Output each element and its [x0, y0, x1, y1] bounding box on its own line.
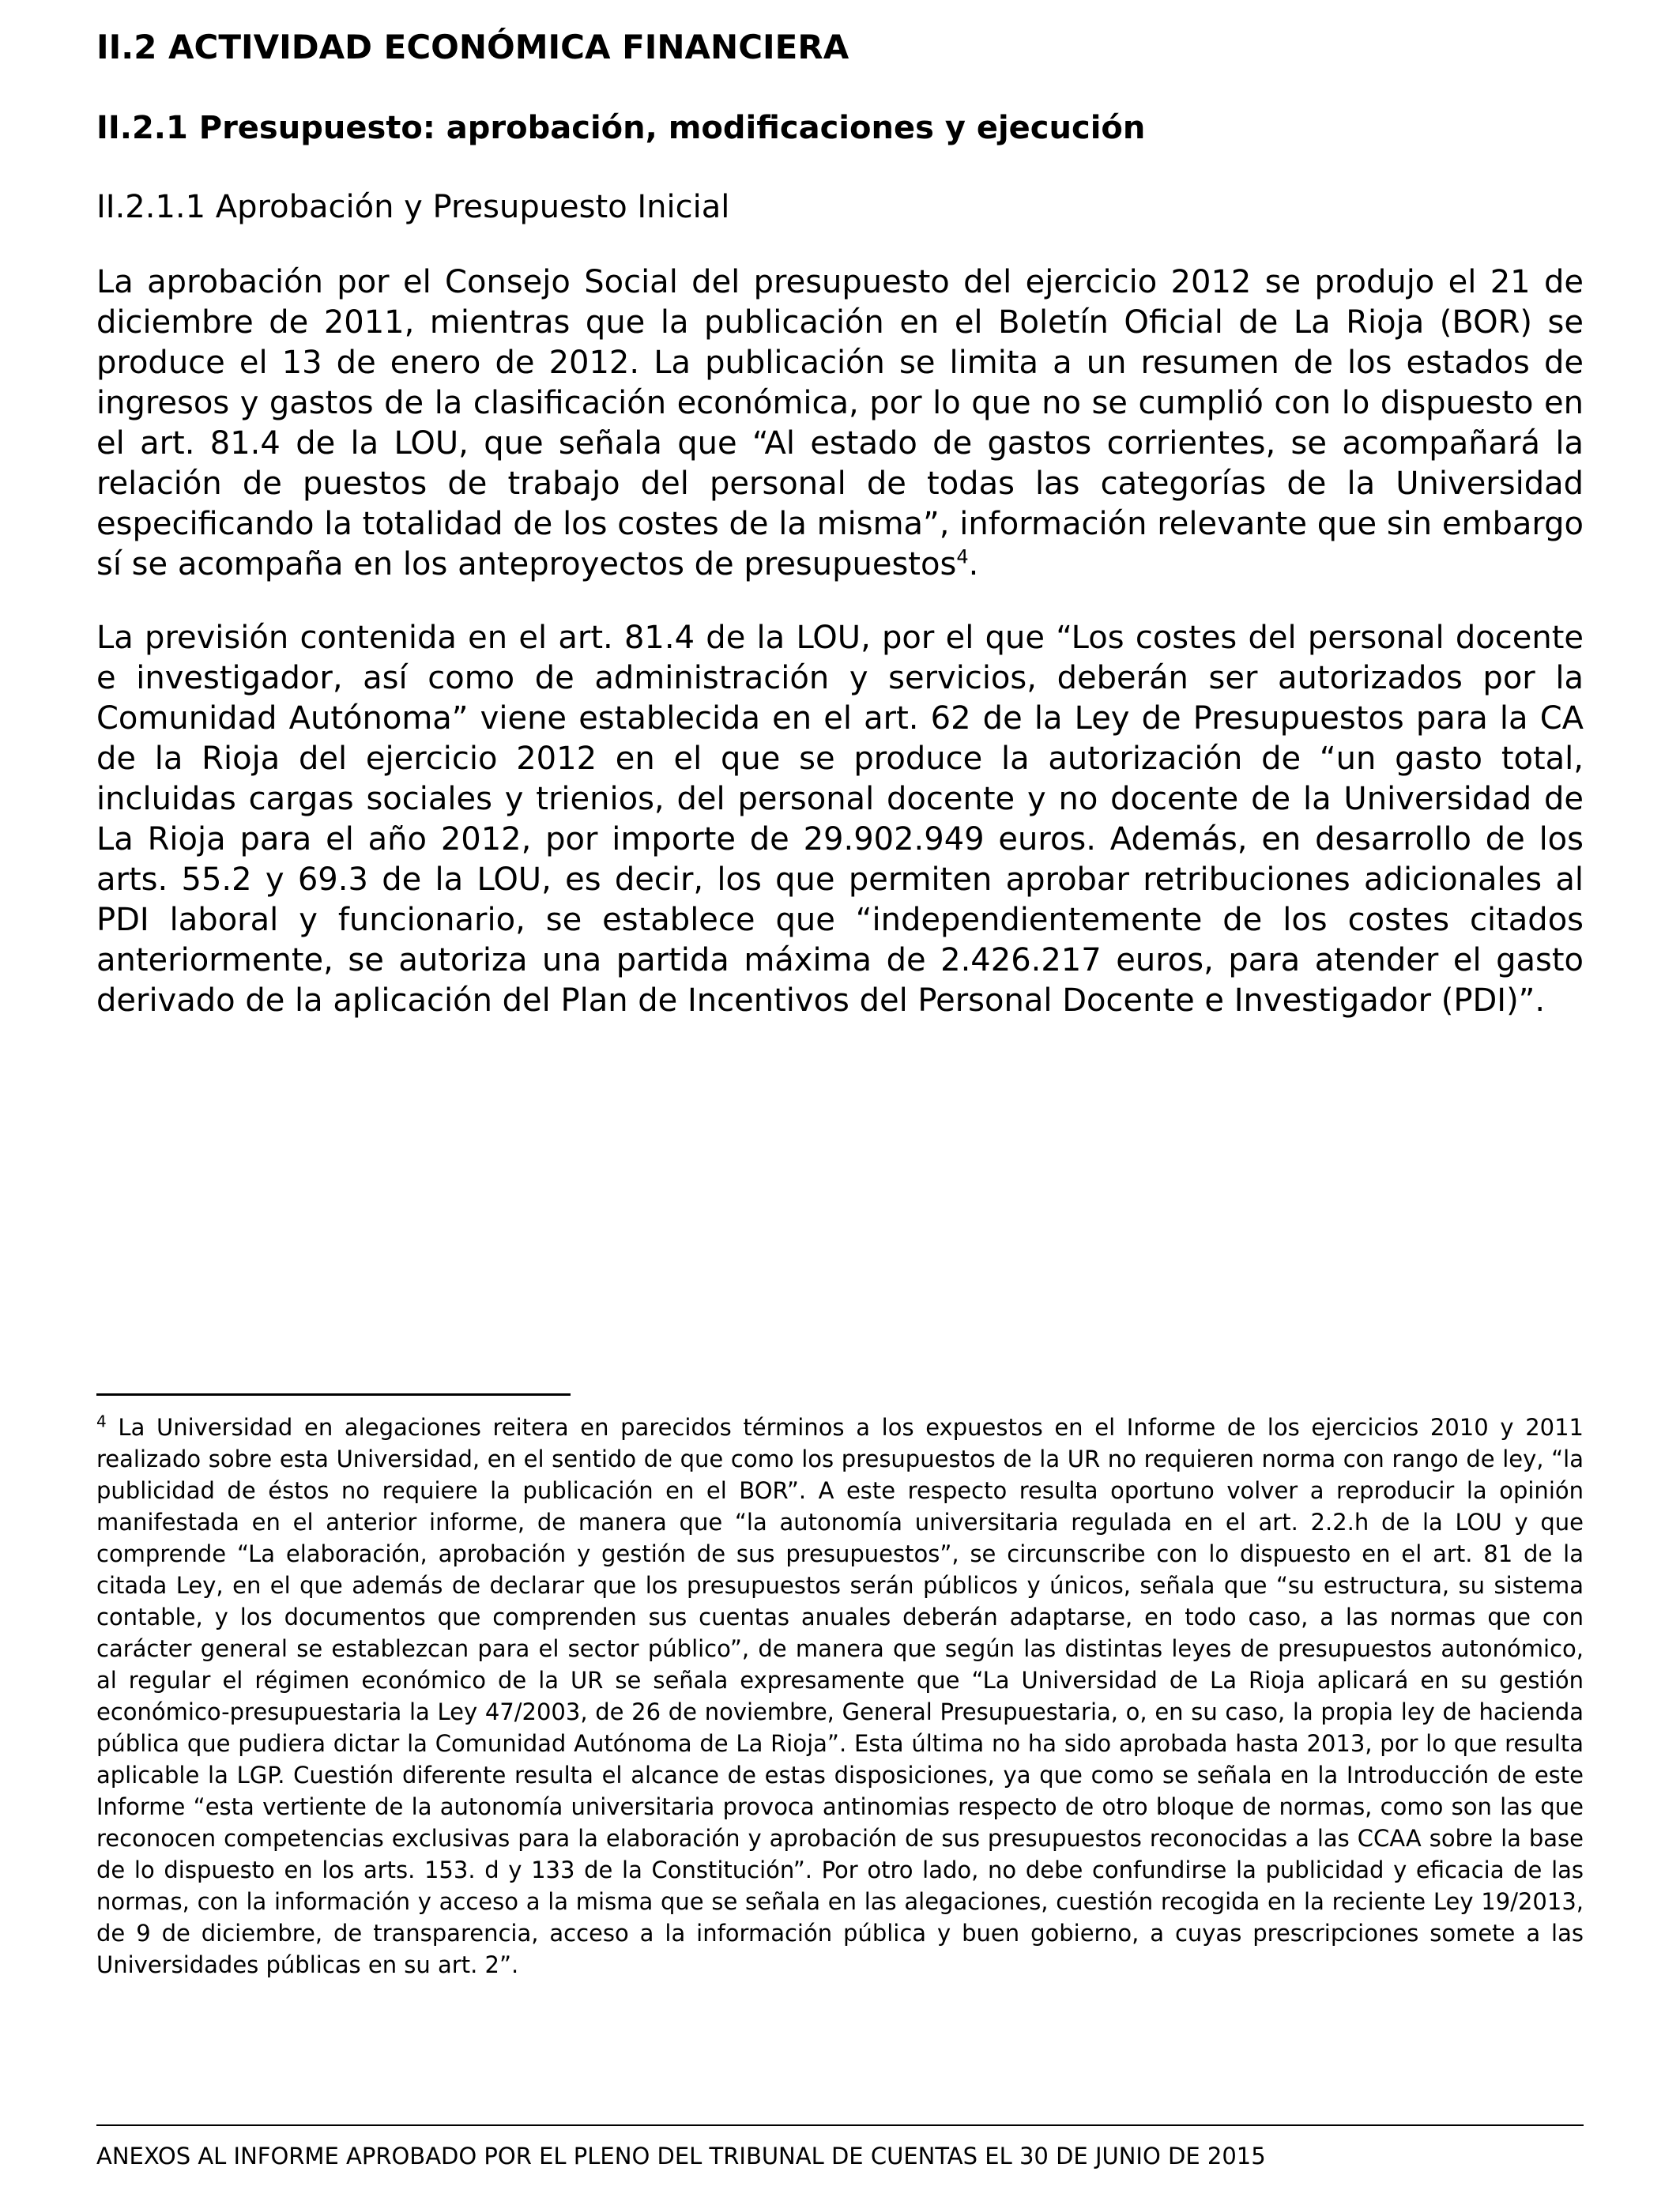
- footnote-reference[interactable]: 4: [956, 545, 969, 568]
- paragraph-forecast: La previsión contenida en el art. 81.4 de la LOU, por el que “Los costes del personal docente e investigador, así como de administración y servicios, deberán ser autorizados por la Comunidad Autónoma” viene establecida en el art. 62 de la Ley de Presupuestos para la CA de la Rioja del ejercicio 2012 en el que se produce la autorización de “un gasto total, incluidas cargas sociales y trienios, del personal docente y no docente de la Universidad de La Rioja para el año 2012, por importe de 29.902.949 euros. Además, en desarrollo de los arts. 55.2 y 69.3 de la LOU, es decir, los que permiten aprobar retribuciones adicionales al PDI laboral y funcionario, se establece que “independientemente de los costes citados anteriormente, se autoriza una partida máxima de 2.426.217 euros, para atender el gasto derivado de la aplicación del Plan de Incentivos del Personal Docente e Investigador (PDI)”.: [96, 620, 1584, 1019]
- footnote: [96, 1412, 1584, 1981]
- section-heading: II.2 ACTIVIDAD ECONÓMICA FINANCIERA: [96, 28, 849, 66]
- subsection-heading: II.2.1 Presupuesto: aprobación, modificaciones y ejecución: [96, 110, 1146, 146]
- footnote-number: 4: [96, 1412, 107, 1431]
- main-content: [96, 24, 1584, 1054]
- footer-separator: [96, 2124, 1584, 2126]
- footnote-separator: [96, 1393, 571, 1396]
- paragraph-approval: [96, 262, 1584, 585]
- paragraph-approval-end: .: [968, 546, 979, 582]
- footnote-text: La Universidad en alegaciones reitera en parecidos términos a los expuestos en el Informe de los ejercicios 2010 y 2011 realizado sobre esta Universidad, en el sentido de que como los presupuestos de la UR no requieren norma con rango de ley, “la publicidad de éstos no requiere la publicación en el BOR”. A este respecto resulta oportuno volver a reproducir la opinión manifestada en el anterior informe, de manera que “la autonomía universitaria regulada en el art. 2.2.h de la LOU y que comprende “La elaboración, aprobación y gestión de sus presupuestos”, se circunscribe con lo dispuesto en el art. 81 de la citada Ley, en el que además de declarar que los presupuestos serán públicos y únicos, señala que “su estructura, su sistema contable, y los documentos que comprenden sus cuentas anuales deberán adaptarse, en todo caso, a las normas que con carácter general se establezcan para el sector público”, de manera que según las distintas leyes de presupuestos autonómico, al regular el régimen económico de la UR se señala expresamente que “La Universidad de La Rioja aplicará en su gestión económico-presupuestaria la Ley 47/2003, de 26 de noviembre, General Presupuestaria, o, en su caso, la propia ley de hacienda pública que pudiera dictar la Comunidad Autónoma de La Rioja”. Esta última no ha sido aprobada hasta 2013, por lo que resulta aplicable la LGP. Cuestión diferente resulta el alcance de estas disposiciones, ya que como se señala en la Introducción de este Informe “esta vertiente de la autonomía universitaria provoca antinomias respecto de otro bloque de normas, como son las que reconocen competencias exclusivas para la elaboración y aprobación de sus presupuestos reconocidas a las CCAA sobre la base de lo dispuesto en los arts. 153. d y 133 de la Constitución”. Por otro lado, no debe confundirse la publicidad y eficacia de las normas, con la información y acceso a la misma que se señala en las alegaciones, cuestión recogida en la reciente Ley 19/2013, de 9 de diciembre, de transparencia, acceso a la información pública y buen gobierno, a cuyas prescripciones somete a las Universidades públicas en su art. 2”.: [96, 1414, 1584, 1978]
- page-footer: ANEXOS AL INFORME APROBADO POR EL PLENO DEL TRIBUNAL DE CUENTAS EL 30 DE JUNIO DE 2015: [96, 2143, 1266, 2169]
- subsubsection-heading: II.2.1.1 Aprobación y Presupuesto Inicial: [96, 189, 730, 225]
- paragraph-approval-text: La aprobación por el Consejo Social del presupuesto del ejercicio 2012 se produjo el 21 de diciembre de 2011, mientras que la publicación en el Boletín Oficial de La Rioja (BOR) se produce el 13 de enero de 2012. La publicación se limita a un resumen de los estados de ingresos y gastos de la clasificación económica, por lo que no se cumplió con lo dispuesto en el art. 81.4 de la LOU, que señala que “Al estado de gastos corrientes, se acompañará la relación de puestos de trabajo del personal de todas las categorías de la Universidad especificando la totalidad de los costes de la misma”, información relevante que sin embargo sí se acompaña en los anteproyectos de presupuestos: [96, 264, 1584, 582]
